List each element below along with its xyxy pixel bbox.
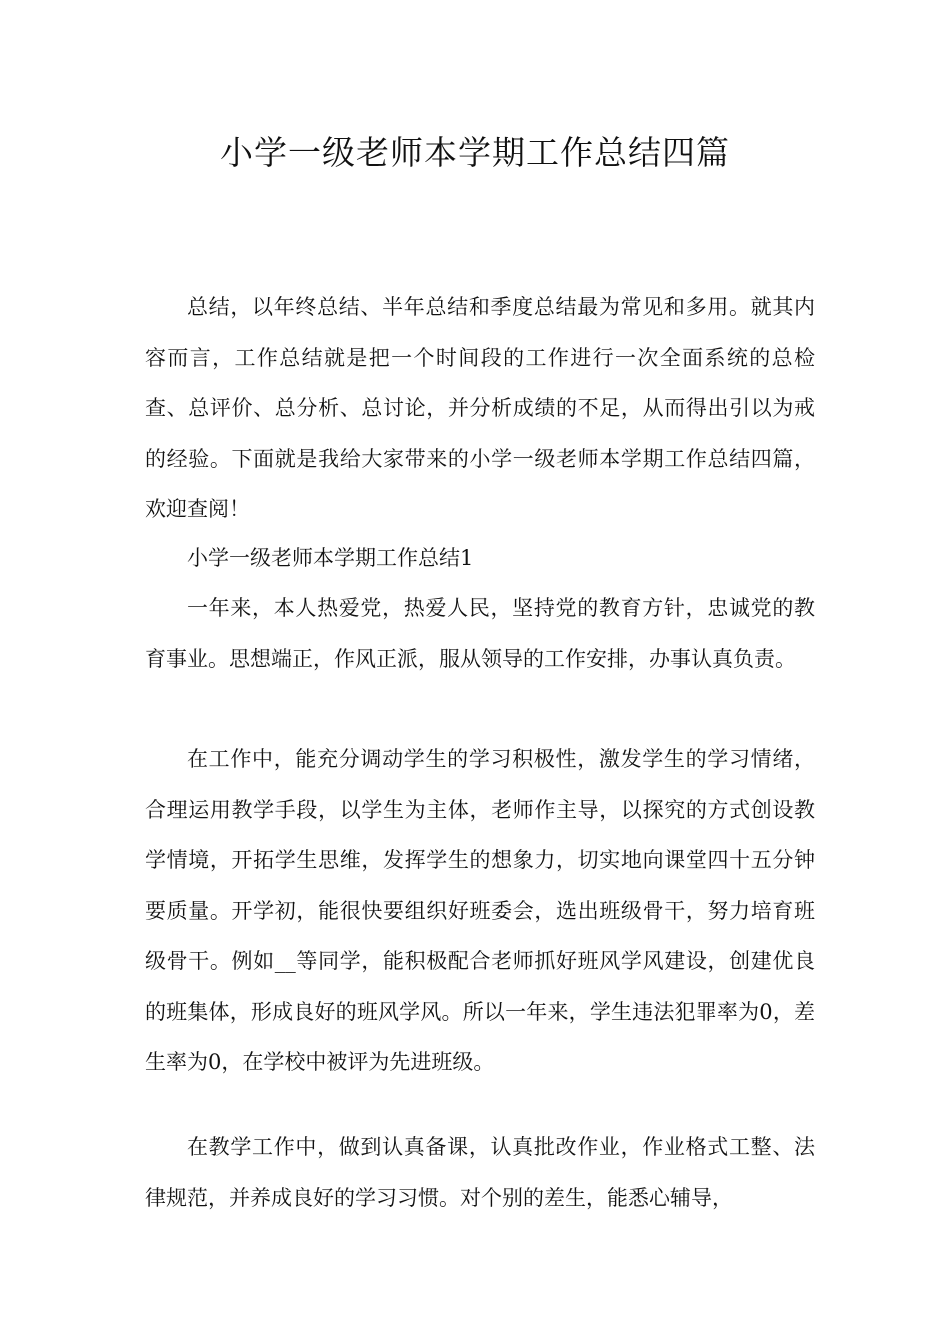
- section-heading-1: 小学一级老师本学期工作总结1: [187, 546, 474, 570]
- document-title: 小学一级老师本学期工作总结四篇: [220, 133, 730, 172]
- intro-paragraph: 总结，以年终总结、半年总结和季度总结最为常见和多用。就其内容而言，工作总结就是把一个时间段的工作进行一次全面系统的总检查、总评价、总分析、总讨论，并分析成绩的不足，从而得出引以为戒的经验。下面就是我给大家带来的小学一级老师本学期工作总结四篇，欢迎查阅！: [145, 295, 815, 521]
- body-paragraph: 在工作中，能充分调动学生的学习积极性，激发学生的学习情绪，合理运用教学手段，以学生为主体，老师作主导，以探究的方式创设教学情境，开拓学生思维，发挥学生的想象力，切实地向课堂四十五分钟要质量。开学初，能很快要组织好班委会，选出班级骨干，努力培育班级骨干。例如__等同学，能积极配合老师抓好班风学风建设，创建优良的班集体，形成良好的班风学风。所以一年来，学生违法犯罪率为0，差生率为0，在学校中被评为先进班级。: [145, 747, 815, 1074]
- body-paragraph: 一年来，本人热爱党，热爱人民，坚持党的教育方针，忠诚党的教育事业。思想端正，作风正派，服从领导的工作安排，办事认真负责。: [145, 596, 815, 671]
- body-paragraph: 在教学工作中，做到认真备课，认真批改作业，作业格式工整、法律规范，并养成良好的学习习惯。对个别的差生，能悉心辅导，: [145, 1135, 815, 1210]
